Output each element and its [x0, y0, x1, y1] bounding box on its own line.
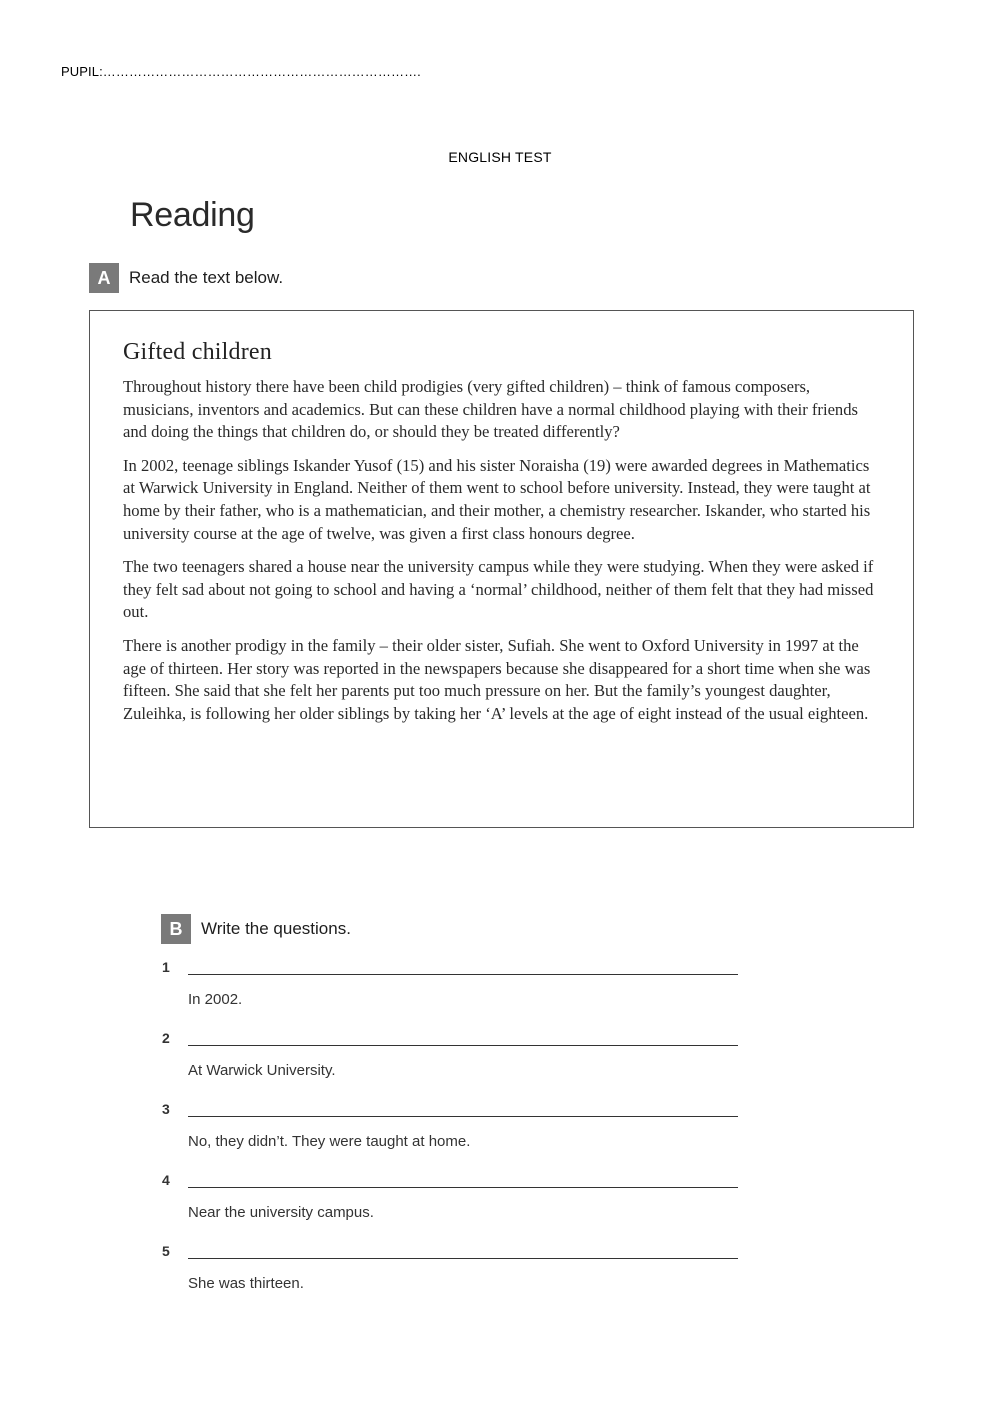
question-item	[160, 958, 760, 1029]
question-item	[160, 1029, 760, 1100]
task-b-letter-badge: B	[161, 914, 191, 944]
task-a-instruction: Read the text below.	[129, 268, 284, 287]
task-b-instruction: Write the questions.	[201, 919, 351, 938]
question-list	[160, 958, 760, 1313]
article-paragraph: In 2002, teenage siblings Iskander Yusof (15) and his sister Noraisha (19) were awarded degrees in Mathematics at Warwick University in England. Neither of them went to school before university. Instead, they were taught at home by their father, who is a mathematician, and their mother, a chemistry researcher. Iskander, who started his university course at the age of twelve, was given a first class honours degree.	[123, 455, 871, 543]
test-title: ENGLISH TEST	[448, 149, 552, 165]
pupil-name-line[interactable]: PUPIL:……………………………………………………………….	[61, 64, 421, 79]
question-answer-text: Near the university campus.	[188, 1204, 374, 1221]
reading-text-box	[89, 310, 914, 828]
article-title: Gifted children	[123, 339, 272, 365]
article-paragraph: There is another prodigy in the family – their older sister, Sufiah. She went to Oxford University in 1997 at the age of thirteen. Her story was reported in the newspapers because she disappeared for a short time when she was fifteen. She said that she felt her parents put too much pressure on her. But the family’s youngest daughter, Zuleihka, is following her older siblings by taking her ‘A’ levels at the age of eight instead of the usual eighteen.	[123, 635, 871, 723]
article-paragraph: Throughout history there have been child prodigies (very gifted children) – think of famous composers, musicians, inventors and academics. But can these children have a normal childhood playing with their friends and doing the things that children do, or should they be treated differently?	[123, 377, 858, 442]
question-answer-line[interactable]	[188, 974, 738, 975]
question-answer-line[interactable]	[188, 1258, 738, 1259]
question-number: 4	[162, 1172, 170, 1188]
question-item	[160, 1171, 760, 1242]
question-number: 2	[162, 1030, 170, 1046]
question-answer-text: She was thirteen.	[188, 1275, 304, 1292]
question-answer-line[interactable]	[188, 1045, 738, 1046]
task-a-letter-badge: A	[89, 263, 119, 293]
question-answer-line[interactable]	[188, 1116, 738, 1117]
question-number: 5	[162, 1243, 170, 1259]
question-answer-text: In 2002.	[188, 991, 243, 1008]
question-answer-text: No, they didn’t. They were taught at home.	[188, 1133, 471, 1150]
question-answer-line[interactable]	[188, 1187, 738, 1188]
question-item	[160, 1100, 760, 1171]
section-title: Reading	[130, 196, 255, 234]
task-a-header	[89, 263, 283, 293]
article-paragraph: The two teenagers shared a house near the university campus while they were studying. When they were asked if they felt sad about not going to school and having a ‘normal’ childhood, neither of them felt that they had missed out.	[123, 557, 874, 622]
question-answer-text: At Warwick University.	[188, 1062, 336, 1079]
question-item	[160, 1242, 760, 1313]
question-number: 3	[162, 1101, 170, 1117]
task-b-header	[161, 914, 351, 944]
question-number: 1	[162, 959, 170, 975]
